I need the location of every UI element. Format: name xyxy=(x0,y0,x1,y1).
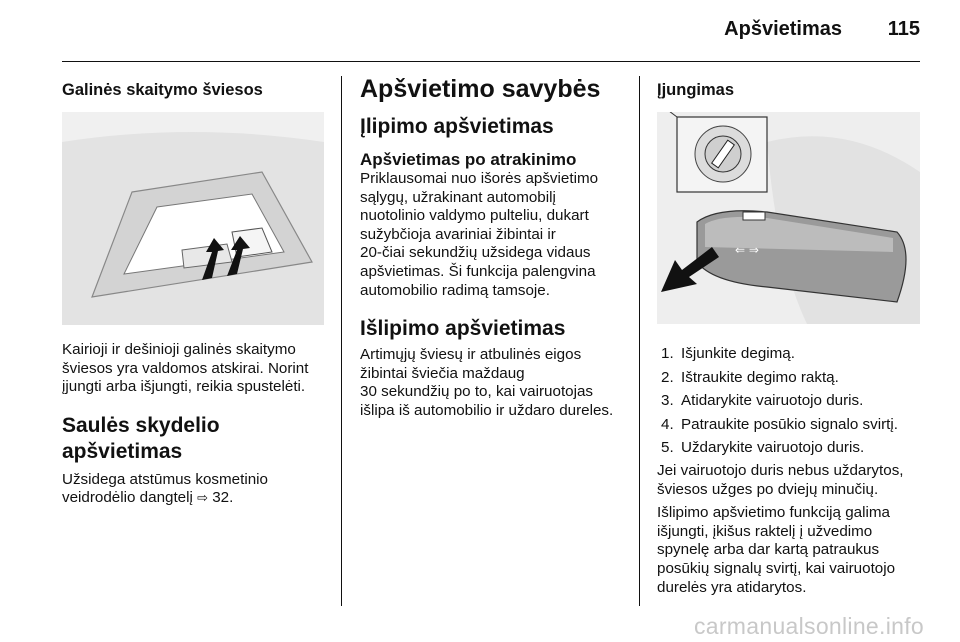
disable-paragraph xyxy=(657,504,922,597)
page-reference[interactable]: 32. xyxy=(212,489,234,507)
unlock-lighting-text xyxy=(360,170,622,300)
step-text: Ištraukite degimo raktą. xyxy=(681,368,839,386)
list-item xyxy=(657,416,922,435)
sunvisor-text xyxy=(62,471,324,508)
text-line xyxy=(62,489,324,508)
page-header xyxy=(0,18,960,48)
text-line: Artimųjų šviesų ir atbulinės eigos xyxy=(360,346,582,364)
middle-column xyxy=(360,74,622,421)
left-column xyxy=(62,74,324,508)
step-number: 1. xyxy=(661,345,674,362)
text-line: šviesos yra valdomos atskirai. Norint xyxy=(62,359,309,377)
text-line-prefix: veidrodėlio dangtelį xyxy=(62,489,198,507)
text-line: spynelę arba dar kartą patraukus xyxy=(657,541,880,559)
text-line: šviesos užges po dviejų minučių. xyxy=(657,480,879,498)
text-line: durelės yra atidarytos. xyxy=(657,578,807,596)
activation-steps xyxy=(657,345,922,458)
text-line: 30 sekundžių po to, kai vairuotojas xyxy=(360,383,594,401)
reading-lights-heading: Galinės skaitymo šviesos xyxy=(62,81,263,99)
step-number: 2. xyxy=(661,368,674,386)
lighting-features-title: Apšvietimo savybės xyxy=(360,75,601,103)
sunvisor-heading-line: Saulės skydelio xyxy=(62,413,220,437)
step-text: Uždarykite vairuotojo duris. xyxy=(681,439,865,457)
step-text: Išjunkite degimą. xyxy=(681,345,795,362)
text-line: išlipa iš automobilio ir uždaro dureles. xyxy=(360,401,614,419)
exit-lighting-text xyxy=(360,346,622,420)
list-item xyxy=(657,345,922,364)
list-item xyxy=(657,369,922,388)
text-line: sąlygų, užrakinant automobilį xyxy=(360,188,556,206)
turn-signal-figure xyxy=(657,112,920,324)
turn-signal-illustration xyxy=(657,112,920,324)
reading-lights-text xyxy=(62,341,324,397)
entry-lighting-heading: Įlipimo apšvietimas xyxy=(360,115,554,138)
page-number: 115 xyxy=(887,18,920,40)
text-line: išjungti, įkišus raktelį į užvedimo xyxy=(657,522,873,540)
text-line: posūkių signalų svirtį, kai vairuotojo xyxy=(657,559,896,577)
list-item xyxy=(657,439,922,458)
step-text: Atidarykite vairuotojo duris. xyxy=(681,392,864,410)
unlock-lighting-heading: Apšvietimas po atrakinimo xyxy=(360,150,577,169)
step-number: 4. xyxy=(661,415,674,433)
text-line: 20-čiai sekundžių užsidega vidaus xyxy=(360,244,591,262)
column-divider-1 xyxy=(341,76,342,606)
text-line: apšvietimas. Ši funkcija palengvina xyxy=(360,262,596,280)
text-line: Užsidega atstūmus kosmetinio xyxy=(62,470,268,488)
header-rule xyxy=(62,61,920,62)
column-divider-2 xyxy=(639,76,640,606)
section-title: Apšvietimas xyxy=(724,18,842,40)
text-line: įjungti arba išjungti, reikia spustelėti. xyxy=(62,378,306,396)
text-line: Kairioji ir dešinioji galinės skaitymo xyxy=(62,341,296,358)
text-line: Jei vairuotojo duris nebus uždarytos, xyxy=(657,461,904,479)
timeout-paragraph xyxy=(657,462,922,499)
step-number: 3. xyxy=(661,392,674,410)
exit-lighting-heading: Išlipimo apšvietimas xyxy=(360,317,566,341)
svg-text:⇐ ⇒: ⇐ ⇒ xyxy=(735,243,759,257)
sunvisor-heading-line: apšvietimas xyxy=(62,439,183,463)
text-line: Priklausomai nuo išorės apšvietimo xyxy=(360,170,599,187)
step-number: 5. xyxy=(661,439,674,457)
reading-light-illustration xyxy=(62,112,324,325)
text-line: automobilio radimą tamsoje. xyxy=(360,281,550,299)
step-text: Patraukite posūkio signalo svirtį. xyxy=(681,415,898,433)
list-item xyxy=(657,392,922,411)
arrow-reference-icon[interactable]: ⇨ xyxy=(197,490,208,506)
reading-lights-figure xyxy=(62,112,324,325)
text-line: žibintai šviečia maždaug xyxy=(360,364,525,382)
watermark: carmanualsonline.info xyxy=(693,613,924,639)
sunvisor-heading xyxy=(62,413,324,465)
text-line: sužybčioja avariniai žibintai ir xyxy=(360,225,556,243)
activation-heading: Įjungimas xyxy=(657,81,735,99)
right-column xyxy=(657,74,922,597)
text-line: Išlipimo apšvietimo funkciją galima xyxy=(657,504,890,522)
text-line: nuotolinio valdymo pulteliu, dukart xyxy=(360,207,589,225)
